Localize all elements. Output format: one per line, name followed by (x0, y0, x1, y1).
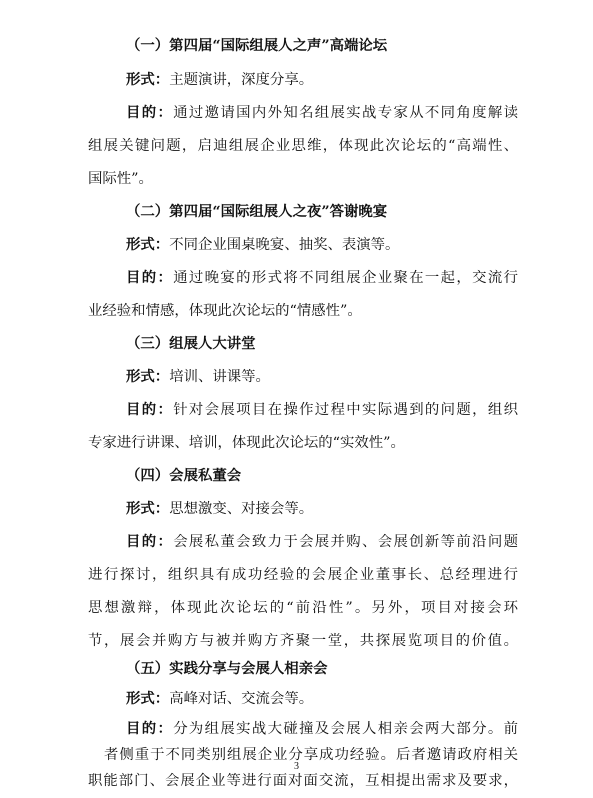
section-3-heading: （三）组展人大讲堂 (126, 335, 256, 352)
section-4-purpose-line-2: 进行探讨，组织具有成功经验的会展企业董事长、总经理进行 (88, 567, 518, 583)
purpose-text: 会展私董会致力于会展并购、会展创新等前沿问题 (173, 534, 518, 550)
form-text: 主题演讲，深度分享。 (169, 72, 314, 88)
purpose-label: 目的： (126, 533, 174, 550)
form-label: 形式： (126, 236, 170, 253)
form-text: 不同企业围桌晚宴、抽奖、表演等。 (169, 237, 400, 253)
form-label: 形式： (126, 500, 170, 517)
form-text: 高峰对话、交流会等。 (169, 691, 314, 707)
form-label: 形式： (126, 71, 170, 88)
section-3-purpose (126, 401, 518, 419)
form-text: 思想激变、对接会等。 (169, 501, 314, 517)
purpose-text: 通过邀请国内外知名组展实战专家从不同角度解读 (173, 105, 518, 121)
section-5-heading: （五）实践分享与会展人相亲会 (126, 660, 328, 677)
section-2-heading: （二）第四届“国际组展人之夜”答谢晚宴 (126, 203, 388, 220)
section-2-purpose (126, 269, 518, 287)
section-3-purpose-line-2: 专家进行讲课、培训，体现此次论坛的“实效性”。 (88, 435, 405, 451)
section-4-purpose-line-4: 节，展会并购方与被并购方齐聚一堂，共探展览项目的价值。 (88, 633, 518, 649)
purpose-label: 目的： (126, 269, 174, 286)
section-4-purpose-line-3: 思想激辩，体现此次论坛的“前沿性”。另外，项目对接会环 (88, 600, 518, 616)
purpose-text: 分为组展实战大碰撞及会展人相亲会两大部分。前 (173, 721, 518, 737)
section-5-form (126, 690, 518, 708)
page-number: 3 (294, 761, 299, 772)
section-1-purpose-line-2: 组展关键问题，启迪组展企业思维，体现此次论坛的“高端性、 (88, 138, 518, 154)
section-1-purpose-line-3: 国际性”。 (88, 171, 153, 187)
purpose-label: 目的： (126, 104, 174, 121)
section-4-form (126, 500, 518, 518)
section-2-purpose-line-2: 业经验和情感，体现此次论坛的“情感性”。 (88, 303, 362, 319)
section-2-form (126, 236, 518, 254)
purpose-label: 目的： (126, 720, 174, 737)
form-label: 形式： (126, 690, 170, 707)
form-text: 培训、讲课等。 (169, 369, 270, 385)
section-5-purpose-line-2: 者侧重于不同类别组展企业分享成功经验。后者邀请政府相关 (104, 747, 518, 763)
section-1-purpose (126, 104, 518, 122)
section-1-heading: （一）第四届“国际组展人之声”高端论坛 (126, 37, 388, 54)
section-5-purpose (126, 720, 518, 738)
purpose-text: 通过晚宴的形式将不同组展企业聚在一起，交流行 (173, 270, 518, 286)
section-3-form (126, 368, 518, 386)
purpose-label: 目的： (126, 401, 174, 418)
section-1-form (126, 71, 518, 89)
purpose-text: 针对会展项目在操作过程中实际遇到的问题，组织 (173, 402, 518, 418)
section-5-purpose-line-3: 职能部门、会展企业等进行面对面交流，互相提出需求及要求， (88, 773, 518, 789)
section-4-purpose (126, 533, 518, 551)
section-4-heading: （四）会展私董会 (126, 467, 242, 484)
form-label: 形式： (126, 368, 170, 385)
